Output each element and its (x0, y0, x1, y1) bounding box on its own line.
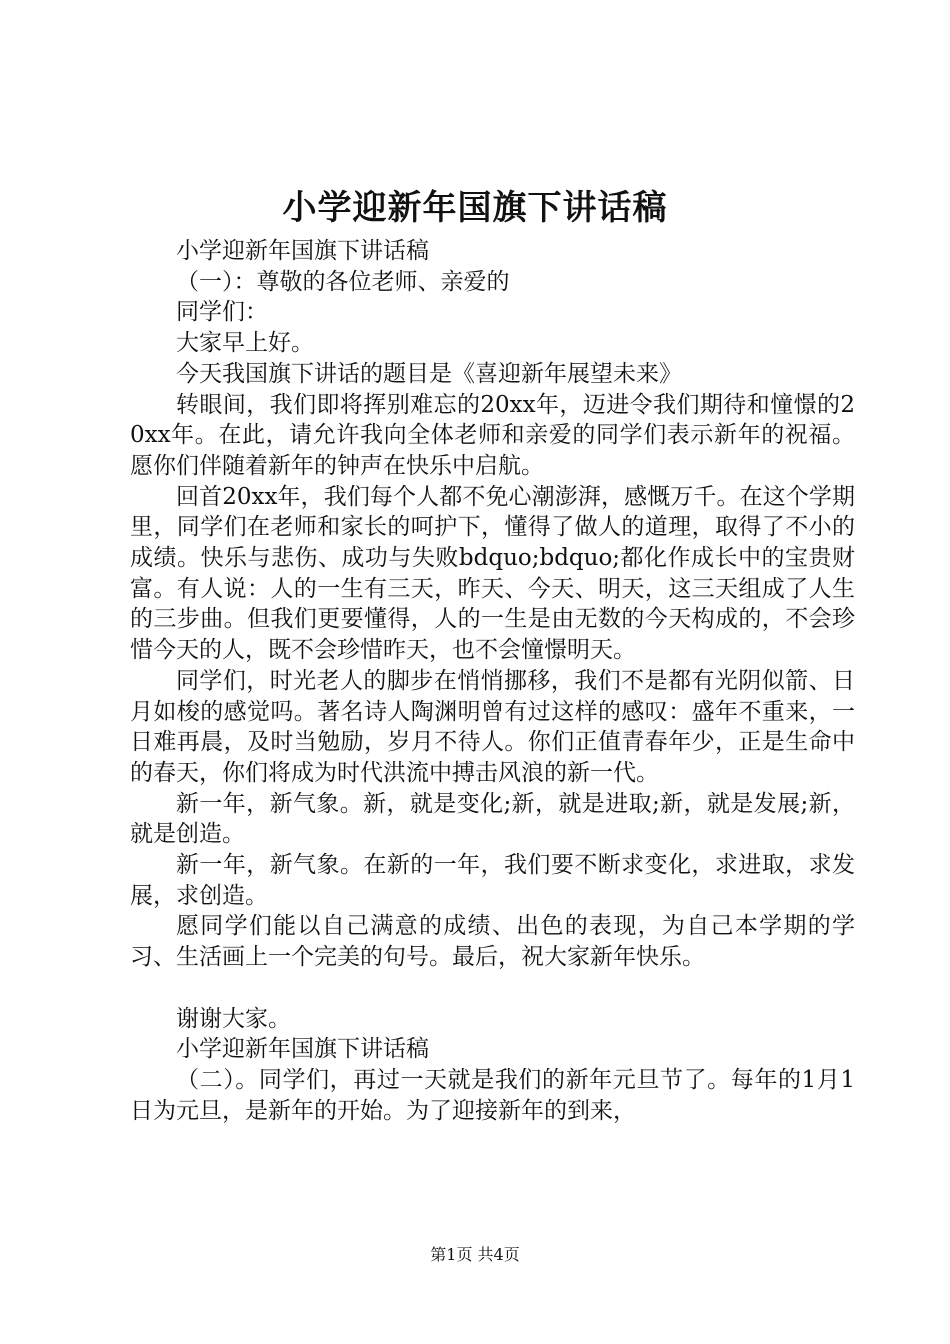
paragraph: 同学们： (176, 299, 268, 326)
document-body (130, 236, 855, 1126)
document-title: 小学迎新年国旗下讲话稿 (282, 188, 668, 228)
paragraph: 转眼间，我们即将挥别难忘的20xx年，迈进令我们期待和憧憬的20xx年。在此，请允许我向全体老师和亲爱的同学们表示新年的祝福。愿你们伴随着新年的钟声在快乐中启航。 (130, 391, 855, 479)
paragraph: 今天我国旗下讲话的题目是《喜迎新年展望未来》 (176, 360, 682, 387)
paragraph: 小学迎新年国旗下讲话稿 (176, 238, 429, 264)
paragraph: 愿同学们能以自己满意的成绩、出色的表现，为自己本学期的学习、生活画上一个完美的句号。最后，祝大家新年快乐。 (130, 913, 855, 971)
paragraph: 新一年，新气象。新，就是变化;新，就是进取;新，就是发展;新，就是创造。 (130, 790, 855, 848)
paragraph: 新一年，新气象。在新的一年，我们要不断求变化，求进取，求发展，求创造。 (130, 852, 855, 909)
paragraph: 同学们，时光老人的脚步在悄悄挪移，我们不是都有光阴似箭、日月如梭的感觉吗。著名诗人陶渊明曾有过这样的感叹：盛年不重来，一日难再晨，及时当勉励，岁月不待人。你们正值青春年少，正是生命中的春天，你们将成为时代洪流中搏击风浪的新一代。 (130, 667, 855, 786)
paragraph: （一）：尊敬的各位老师、亲爱的 (176, 268, 510, 295)
page-footer: 第1页 共4页 (430, 1245, 520, 1264)
paragraph: 小学迎新年国旗下讲话稿 (176, 1036, 429, 1063)
paragraph: （二）。同学们，再过一天就是我们的新年元旦节了。每年的1月1日为元旦，是新年的开始。为了迎接新年的到来， (130, 1066, 855, 1124)
paragraph: 大家早上好。 (176, 330, 314, 357)
paragraph: 回首20xx年，我们每个人都不免心潮澎湃，感慨万千。在这个学期里，同学们在老师和家长的呵护下，懂得了做人的道理，取得了不小的成绩。快乐与悲伤、成功与失败bdquo;bdquo;都化作成长中的宝贵财富。有人说：人的一生有三天，昨天、今天、明天，这三天组成了人生的三步曲。但我们更要懂得，人的一生是由无数的今天构成的，不会珍惜今天的人，既不会珍惜昨天，也不会憧憬明天。 (130, 483, 855, 664)
paragraph: 谢谢大家。 (176, 1005, 291, 1032)
blank-line (130, 973, 855, 1004)
